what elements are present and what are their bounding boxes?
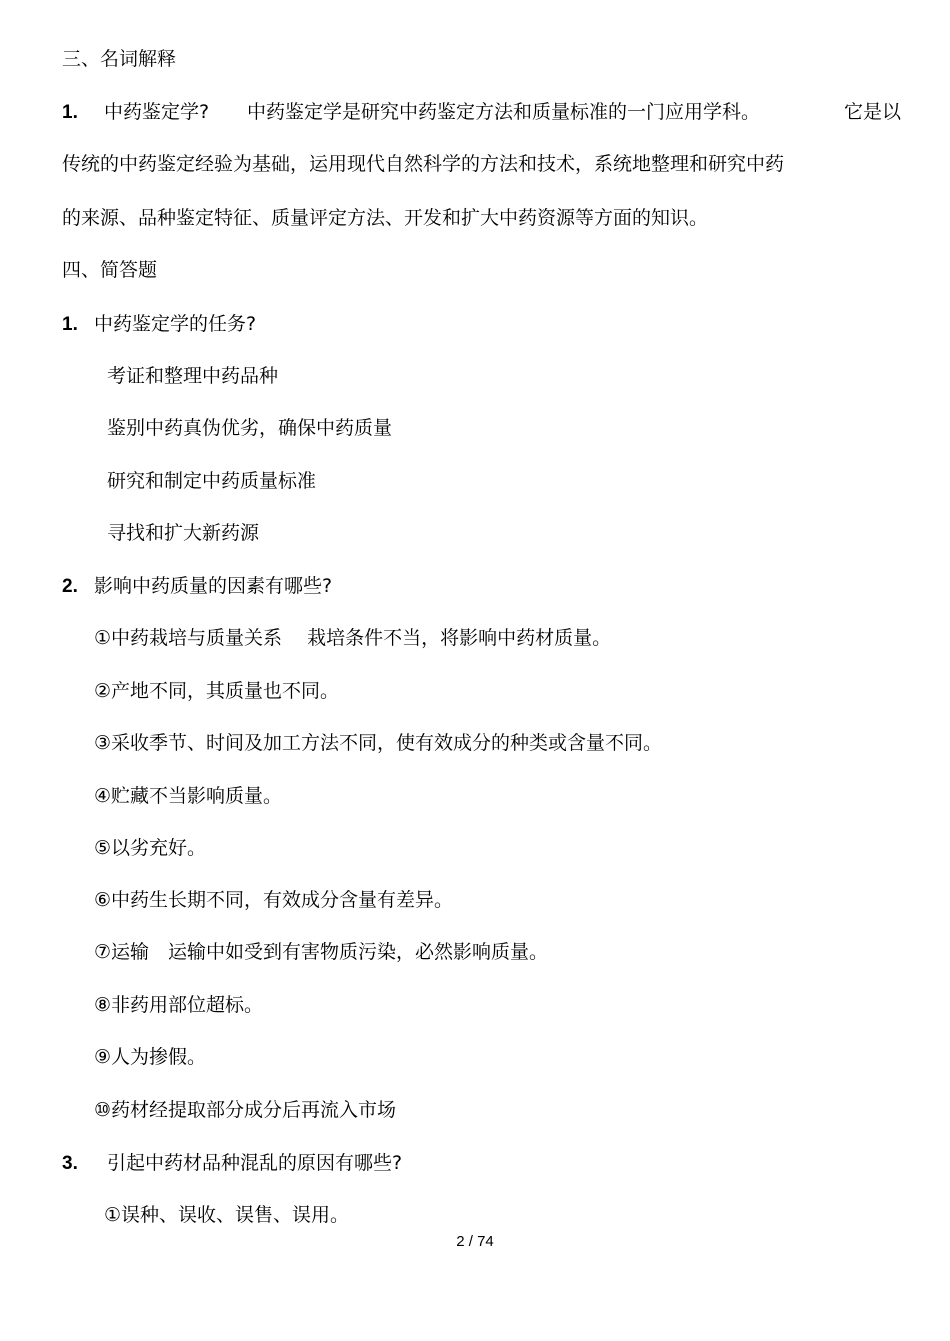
section-heading-4: 四、简答题 (62, 259, 158, 281)
answer-item: 考证和整理中药品种 (107, 365, 279, 387)
term-definition-line-2: 传统的中药鉴定经验为基础，运用现代自然科学的方法和技术，系统地整理和研究中药 (62, 153, 785, 175)
answer-item: ④贮藏不当影响质量。 (94, 785, 283, 807)
answer-item: ⑦运输 运输中如受到有害物质污染，必然影响质量。 (94, 941, 549, 963)
question-number (62, 574, 78, 598)
question-1: 中药鉴定学的任务? (94, 313, 257, 335)
answer-item: 寻找和扩大新药源 (107, 522, 260, 544)
question-2: 影响中药质量的因素有哪些? (94, 575, 333, 597)
term-label: 中药鉴定学? (104, 101, 210, 123)
answer-item: 研究和制定中药质量标准 (107, 470, 317, 492)
section-heading-3: 三、名词解释 (62, 48, 177, 70)
term-definition-line-3: 的来源、品种鉴定特征、质量评定方法、开发和扩大中药资源等方面的知识。 (62, 207, 709, 229)
answer-item: ③采收季节、时间及加工方法不同，使有效成分的种类或含量不同。 (94, 732, 663, 754)
item-number: 1. (62, 102, 78, 123)
answer-item: ⑨人为掺假。 (94, 1046, 207, 1068)
page-indicator: 2 / 74 (456, 1233, 494, 1250)
question-3-number: 3. (62, 1153, 78, 1174)
answer-item: ⑩药材经提取部分成分后再流入市场 (94, 1099, 397, 1121)
question-3: 引起中药材品种混乱的原因有哪些? (107, 1152, 403, 1174)
answer-item: ⑥中药生长期不同，有效成分含量有差异。 (94, 889, 454, 911)
term-definition-line-1-tail: 它是以 (844, 101, 902, 123)
answer-item: ②产地不同，其质量也不同。 (94, 680, 340, 702)
answer-item: 鉴别中药真伪优劣，确保中药质量 (107, 417, 393, 439)
question-1-number: 1. (62, 314, 78, 335)
term-item-1 (62, 100, 78, 124)
question-number (62, 312, 78, 336)
answer-item: ⑧非药用部位超标。 (94, 994, 264, 1016)
answer-item: ⑤以劣充好。 (94, 837, 207, 859)
question-2-number: 2. (62, 576, 78, 597)
answer-item: ①误种、误收、误售、误用。 (104, 1204, 350, 1226)
term-definition-line-1: 中药鉴定学是研究中药鉴定方法和质量标准的一门应用学科。 (247, 101, 761, 123)
question-number (62, 1151, 78, 1175)
answer-item: ①中药栽培与质量关系 栽培条件不当，将影响中药材质量。 (94, 627, 612, 649)
